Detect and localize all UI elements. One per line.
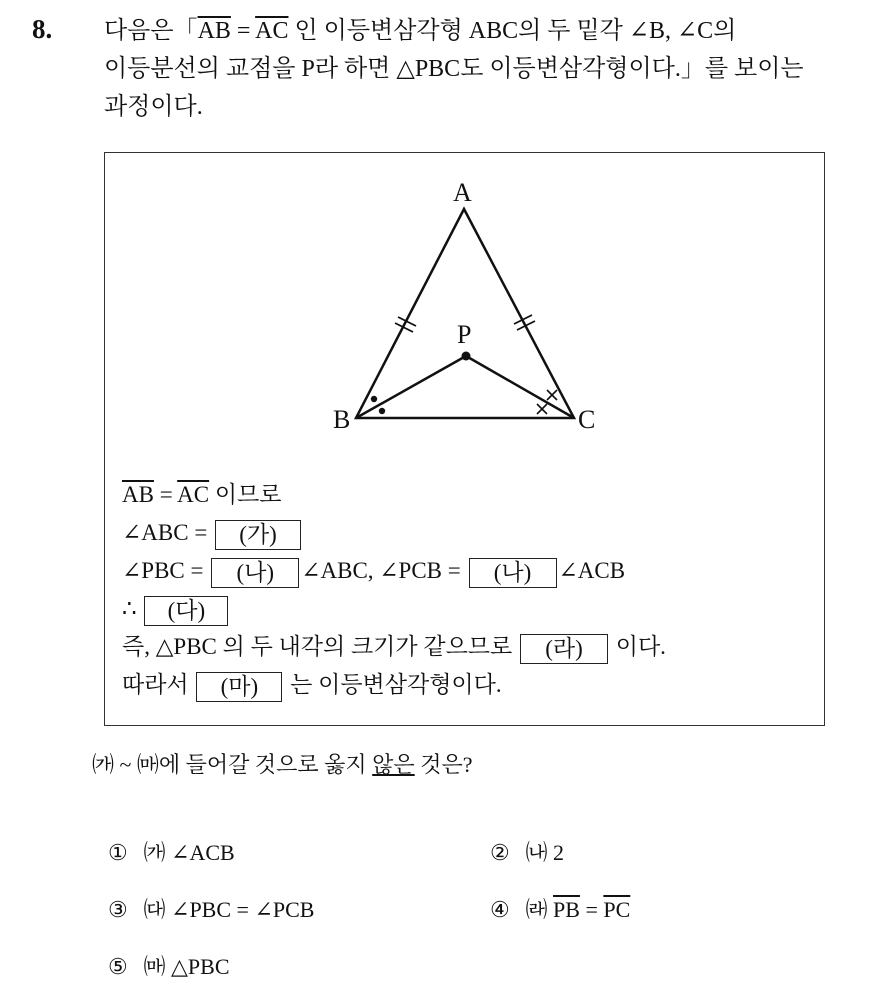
proof-line-3 (122, 552, 812, 590)
choice-text: ∠PBC = ∠PCB (171, 897, 315, 922)
proof-line-2 (122, 514, 812, 552)
stem-line-3: 과정이다. (104, 94, 203, 120)
proof-equals: = (153, 482, 178, 507)
choice-number: ① (108, 840, 128, 865)
choice-text: △PBC (171, 954, 230, 979)
blank-ga: (가) (215, 520, 301, 550)
choice-2[interactable] (490, 836, 564, 870)
proof-line-1 (122, 476, 812, 514)
choice-number: ⑤ (108, 954, 128, 979)
stem-line1-pre: 다음은「 (104, 18, 198, 44)
choice-equals: = (579, 897, 604, 922)
choice-4[interactable] (490, 893, 630, 927)
choice-segment-pc: $\overline{PC}$ (603, 897, 631, 922)
blank-da: (다) (144, 596, 228, 626)
proof-segment-ab: $\overline{AB}$ (122, 482, 154, 507)
point-p (462, 352, 471, 361)
question-stem (104, 12, 864, 126)
proof-line5-pre: 즉, △PBC 의 두 내각의 크기가 같으므로 (122, 634, 518, 659)
vertex-label-a: A (453, 178, 472, 207)
blank-na-1: (나) (211, 558, 299, 588)
proof-line1-tail: 이므로 (209, 482, 282, 507)
proof-line-5 (122, 628, 812, 666)
stem-line1-post: 인 이등변삼각형 ABC의 두 밑각 ∠B, ∠C의 (288, 18, 737, 44)
choice-number: ④ (490, 897, 510, 922)
prompt-underlined: 않은 (372, 752, 415, 777)
segment-ab: $\overline{AB}$ (197, 18, 231, 44)
prompt-post: 것은? (414, 752, 473, 777)
triangle-abc (356, 209, 574, 418)
stem-line-2: 이등분선의 교점을 P라 하면 △PBC도 이등변삼각형이다.」를 보이는 (104, 56, 804, 82)
point-label-p: P (457, 320, 472, 349)
choice-text: 2 (553, 840, 565, 865)
choice-3[interactable] (108, 893, 314, 927)
question-prompt (92, 748, 472, 782)
proof-line3-post: ∠ACB (558, 558, 626, 583)
vertex-label-b: B (333, 405, 351, 434)
segment-ac: $\overline{AC}$ (255, 18, 289, 44)
therefore-symbol: ∴ (122, 596, 143, 621)
angle-mark-cross-2 (537, 404, 547, 414)
proof-segment-ac: $\overline{AC}$ (177, 482, 210, 507)
choice-tag: ㈐ (143, 897, 166, 922)
blank-ra: (라) (520, 634, 608, 664)
choice-tag: ㈑ (525, 897, 548, 922)
angle-mark-dot-1 (371, 396, 377, 402)
choice-tag: ㈒ (143, 954, 166, 979)
choice-tag: ㈏ (525, 840, 548, 865)
choice-number: ② (490, 840, 510, 865)
question-number: 8. (32, 14, 53, 44)
proof-line5-post: 이다. (610, 634, 666, 659)
proof-text (122, 476, 812, 704)
vertex-label-c: C (578, 405, 596, 434)
proof-line6-pre: 따라서 (122, 672, 195, 697)
proof-line2-pre: ∠ABC = (122, 520, 214, 545)
blank-ma: (마) (196, 672, 282, 702)
choice-number: ③ (108, 897, 128, 922)
proof-line3-pre: ∠PBC = (122, 558, 210, 583)
angle-mark-dot-2 (379, 408, 385, 414)
proof-line6-post: 는 이등변삼각형이다. (284, 672, 502, 697)
stem-line-1 (104, 12, 864, 50)
proof-line3-mid: ∠ABC, ∠PCB = (301, 558, 467, 583)
angle-mark-cross-1 (547, 390, 557, 400)
proof-line-6 (122, 666, 812, 704)
choice-5[interactable] (108, 950, 230, 984)
proof-line-4 (122, 590, 812, 628)
choice-segment-pb: $\overline{PB}$ (553, 897, 580, 922)
blank-na-2: (나) (469, 558, 557, 588)
choice-text: ∠ACB (171, 840, 235, 865)
choice-tag: ㈎ (143, 840, 166, 865)
equals-sign: = (230, 18, 256, 44)
prompt-pre: ㈎ ~ ㈒에 들어갈 것으로 옳지 (92, 752, 373, 777)
triangle-figure (105, 153, 826, 473)
choice-1[interactable] (108, 836, 235, 870)
